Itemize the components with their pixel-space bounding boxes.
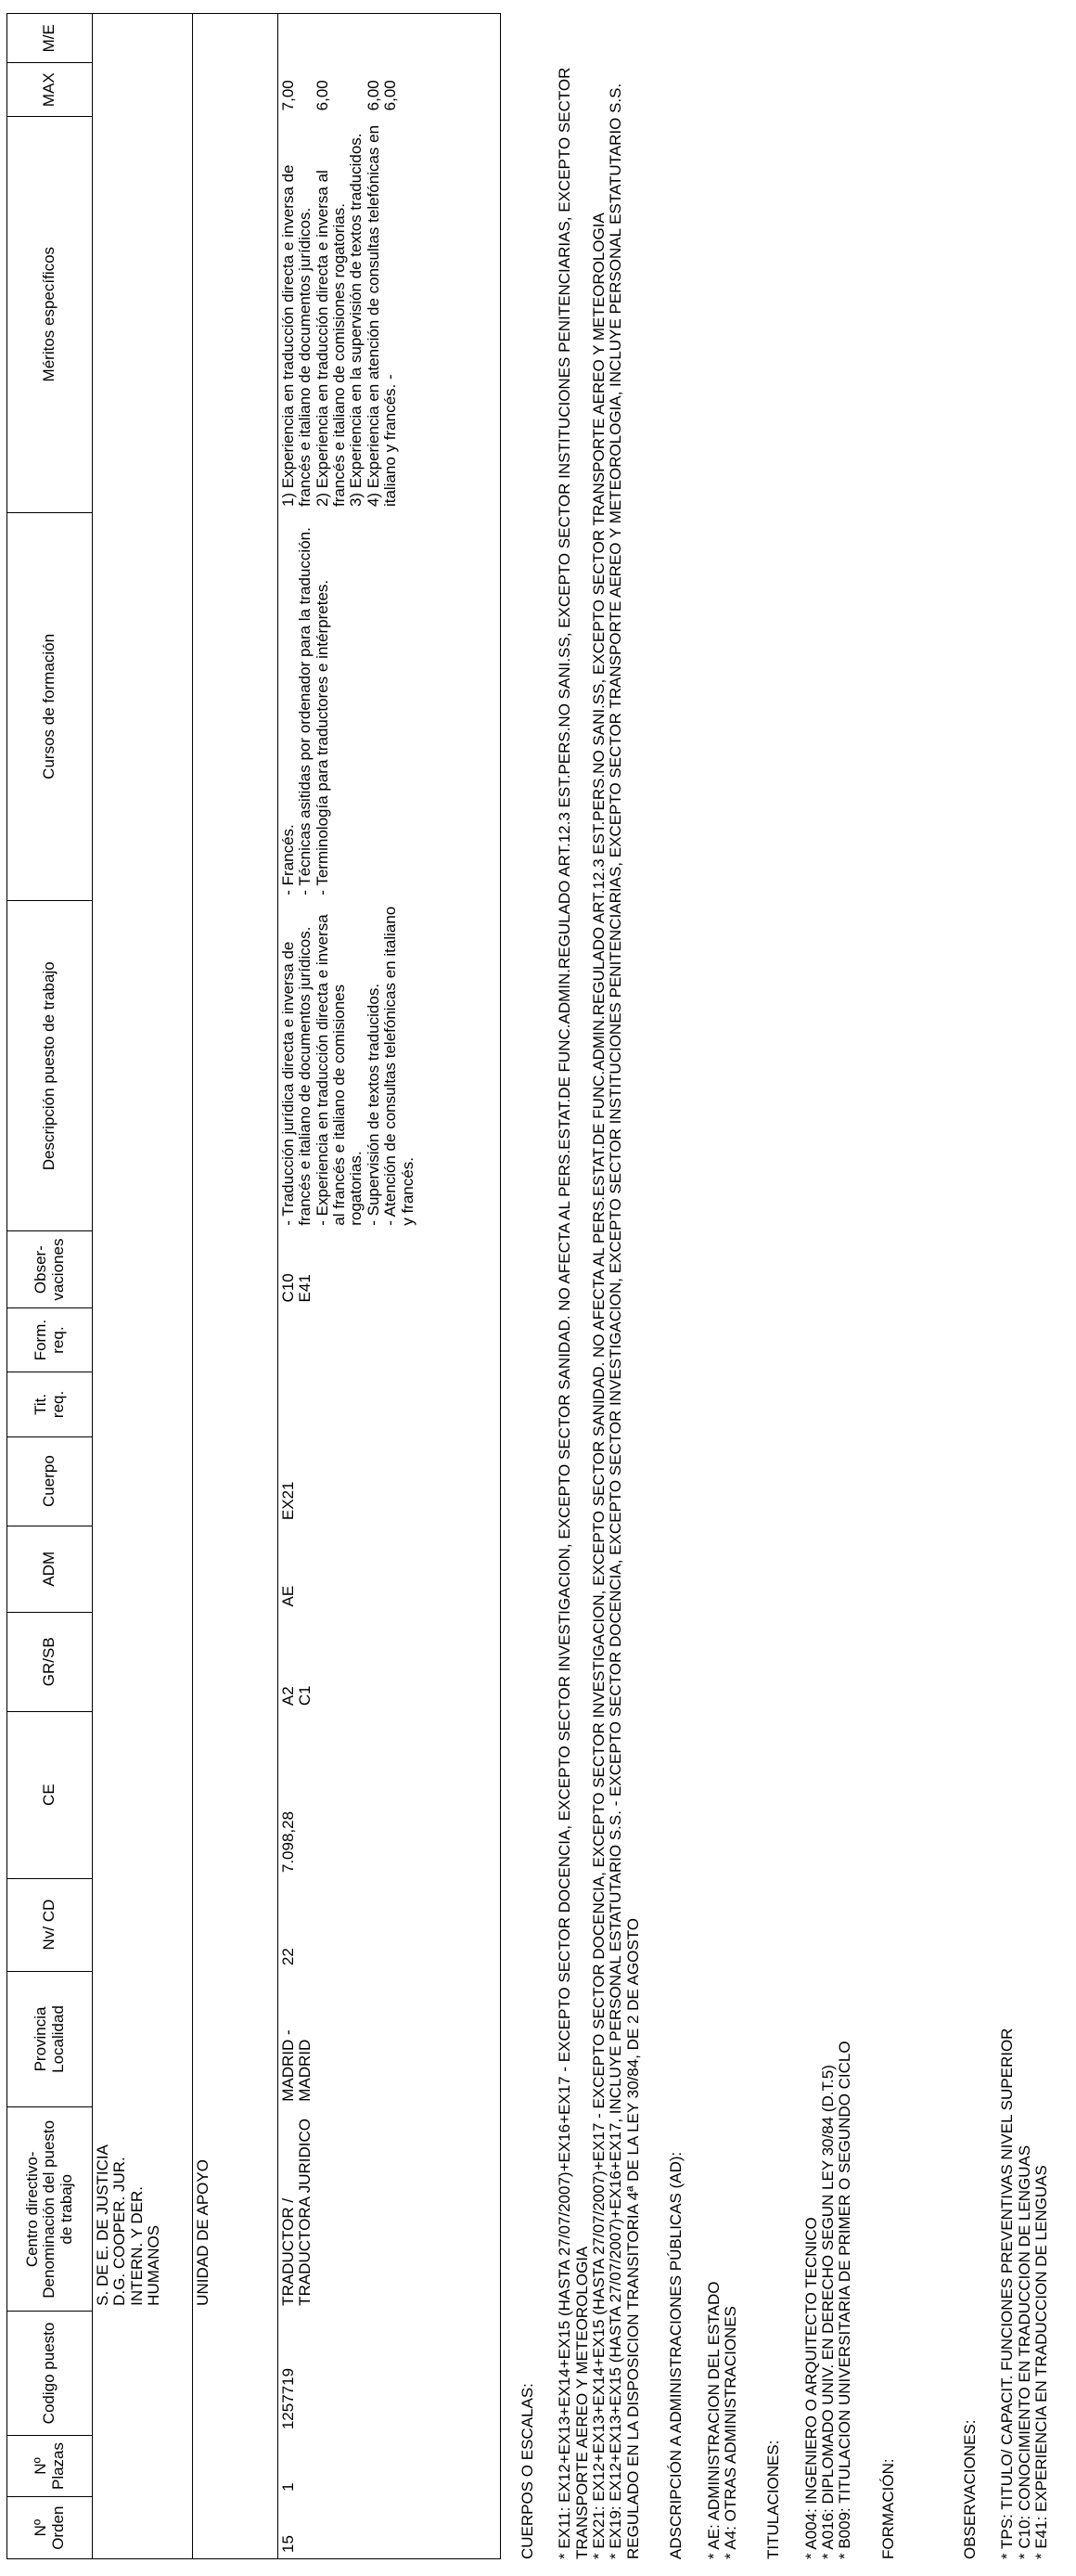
adscripcion-heading: ADSCRIPCIÓN A ADMINISTRACIONES PÚBLICAS (AD): <box>667 2151 685 2559</box>
formacion-heading: FORMACIÓN: <box>878 2458 897 2559</box>
cell-obs: C10 E41 <box>278 1231 501 1308</box>
cell-codigo: 1257719 <box>278 2312 501 2435</box>
list-item: * E41: EXPERIENCIA EN TRADUCCION DE LENGUAS <box>1032 2165 1051 2559</box>
unit-line: UNIDAD DE APOYO <box>193 2107 278 2312</box>
header-plazas: Nº Plazas <box>7 2435 93 2497</box>
cell-denominacion: TRADUCTOR / TRADUCTORA JURIDICO <box>278 2107 501 2312</box>
cell-me <box>278 14 501 64</box>
header-grsb: GR/SB <box>7 1612 93 1711</box>
header-meritos: Méritos específicos <box>7 116 93 512</box>
cell-cursos: - Francés. - Técnicas asitidas por ordenador para la traducción. - Terminología para traductores e intérpretes. <box>278 512 501 901</box>
list-item: * A016: DIPLOMADO UNIV. EN DERECHO SEGUN LEY 30/84 (D.T.5) <box>818 2065 837 2559</box>
header-tit: Tit. req. <box>7 1372 93 1436</box>
observaciones-list <box>999 54 1050 2559</box>
cell-ce: 7.098,28 <box>278 1711 501 1878</box>
header-obs: Obser-vaciones <box>7 1231 93 1308</box>
cell-descripcion: - Traducción jurídica directa e inversa de francés e italiano de documentos jurídicos. - Experiencia en traducción directa e inversa al francés e italiano de comisiones rogatorias. - Supervisión de textos traducidos. - Atención de consultas telefónicas en italiano y francés. <box>278 901 501 1231</box>
adscripcion-list <box>706 54 740 2559</box>
header-me: M/E <box>7 14 93 64</box>
titulaciones-heading: TITULACIONES: <box>764 2440 783 2559</box>
list-item: * EX21: EX12+EX13+EX14+EX15 (HASTA 27/07/2007)+EX17 - EXCEPTO SECTOR DOCENCIA, EXCEPTO SECTOR INVESTIGACION, EXCEPTO SECTOR SANIDAD. NO AFECTA AL PERS.ESTAT.DE FUNC.ADMIN.REGULADO ART.12.3 EST.PERS.NO SANI.SS, EXCEPTO SECTOR TRANSPORTE AEREO Y METEOROLOGIA <box>590 213 608 2559</box>
cell-orden: 15 <box>278 2497 501 2559</box>
cell-meritos: 1) Experiencia en traducción directa e inversa de francés e italiano de documentos jurídicos. 2) Experiencia en traducción directa e inversa al francés e italiano de comisiones rogatorias. 3) Experiencia en la supervisión de textos traducidos. 4) Experiencia en atención de consultas telefónicas en italiano y francés. - <box>278 116 501 512</box>
cuerpos-heading: CUERPOS O ESCALAS: <box>519 2383 536 2559</box>
list-item: * TPS: TITULO/ CAPACIT. FUNCIONES PREVENTIVAS NIVEL SUPERIOR <box>998 2028 1017 2559</box>
header-cursos: Cursos de formación <box>7 512 93 901</box>
header-provincia: Provincia Localidad <box>7 1971 93 2107</box>
org-line: S. DE E. DE JUSTICIA D.G. COOPER. JUR. INTERN. Y DER. HUMANOS <box>93 2107 193 2312</box>
header-nivel: Nv/ CD <box>7 1878 93 1971</box>
cell-provincia: MADRID - MADRID <box>278 1971 501 2107</box>
cell-plazas: 1 <box>278 2435 501 2497</box>
cell-form <box>278 1307 501 1372</box>
job-positions-table <box>6 13 501 2559</box>
org-row <box>93 14 193 2559</box>
table-row <box>278 14 501 2559</box>
cell-adm: AE <box>278 1526 501 1612</box>
list-item: * EX11: EX12+EX13+EX14+EX15 (HASTA 27/07/2007)+EX16+EX17 - EXCEPTO SECTOR DOCENCIA, EXCEPTO SECTOR INVESTIGACION, EXCEPTO SECTOR SANIDAD. NO AFECTA AL PERS.ESTAT.DE FUNC.ADMIN.REGULADO ART.12.3 EST.PERS.NO SANI.SS, EXCEPTO SECTOR INSTITUCIONES PENITENCIARIAS, EXCEPTO SECTOR TRANSPORTE AEREO Y METEOROLOGIA <box>556 67 591 2559</box>
header-adm: ADM <box>7 1526 93 1612</box>
header-centro: Centro directivo-Denominación del puesto de trabajo <box>7 2107 93 2312</box>
cell-tit <box>278 1372 501 1436</box>
header-ce: CE <box>7 1711 93 1878</box>
header-codigo: Codigo puesto <box>7 2312 93 2435</box>
list-item: * A004: INGENIERO O ARQUITECTO TECNICO <box>801 2217 820 2559</box>
cell-grsb: A2 C1 <box>278 1612 501 1711</box>
list-item: * B009: TITULACION UNIVERSITARIA DE PRIMER O SEGUNDO CICLO <box>836 2041 854 2559</box>
header-max: MAX <box>7 63 93 116</box>
list-item: * EX19: EX12+EX13+EX15 (HASTA 27/07/2007)+EX16+EX17, INCLUYE PERSONAL ESTATUTARIO S.S. - EXCEPTO SECTOR DOCENCIA, EXCEPTO SECTOR INVESTIGACION, EXCEPTO SECTOR INSTITUCIONES PENITENCIARIAS, EXCEPTO SECTOR TRANSPORTE AEREO Y METEOROLOGIA, INCLUYE PERSONAL ESTATUTARIO S.S. REGULADO EN LA DISPOSICION TRANSITORIA 4ª DE LA LEY 30/84, DE 2 DE AGOSTO <box>607 83 642 2559</box>
titulaciones-list <box>803 54 854 2559</box>
header-descripcion: Descripción puesto de trabajo <box>7 901 93 1231</box>
cuerpos-list <box>557 54 642 2559</box>
unit-row <box>193 14 278 2559</box>
header-form: Form. req. <box>7 1307 93 1372</box>
footnotes <box>519 54 1076 2559</box>
header-orden: Nº Orden <box>7 2497 93 2559</box>
cell-cuerpo: EX21 <box>278 1436 501 1526</box>
cell-nivel: 22 <box>278 1878 501 1971</box>
cell-max: 7,00 6,00 6,00 6,00 <box>278 63 501 116</box>
list-item: * AE: ADMINISTRACION DEL ESTADO <box>704 2281 723 2559</box>
list-item: * A4: OTRAS ADMINISTRACIONES <box>721 2305 739 2559</box>
observaciones-heading: OBSERVACIONES: <box>961 2419 980 2559</box>
header-cuerpo: Cuerpo <box>7 1436 93 1526</box>
list-item: * C10: CONOCIMIENTO EN TRADUCCION DE LENGUAS <box>1015 2145 1033 2559</box>
header-row <box>7 14 93 2559</box>
